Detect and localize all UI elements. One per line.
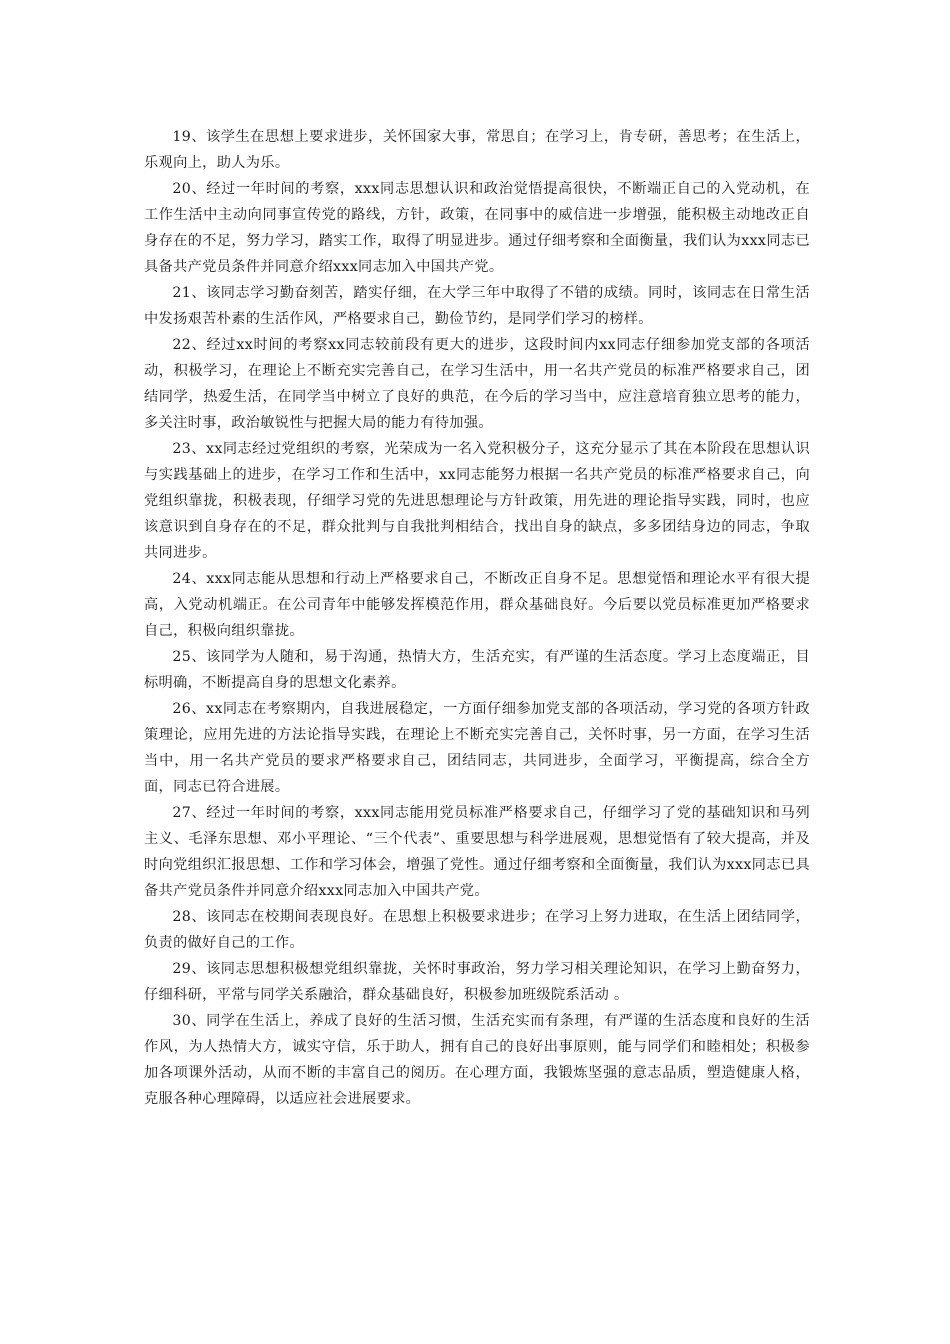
- paragraph-26: 26、xx同志在考察期内，自我进展稳定，一方面仔细参加党支部的各项活动，学习党的各项方针政策理论，应用先进的方法论指导实践，在理论上不断充实完善自己，关怀时事，另一方面，在学习生活当中，用一名共产党员的要求严格要求自己，团结同志，共同进步，全面学习，平衡提高，综合全方面，同志已符合进展。: [144, 701, 810, 795]
- paragraph-29: 29、该同志思想积极想党组织靠拢，关怀时事政治，努力学习相关理论知识，在学习上勤奋努力，仔细科研，平常与同学关系融洽，群众基础良好，积极参加班级院系活动 。: [144, 961, 810, 1003]
- paragraph-30: 30、同学在生活上，养成了良好的生活习惯，生活充实而有条理，有严谨的生活态度和良好的生活作风，为人热情大方，诚实守信，乐于助人，拥有自己的良好出事原则，能与同学们和睦相处；积极参加各项课外活动，从而不断的丰富自己的阅历。在心理方面，我锻炼坚强的意志品质，塑造健康人格，克服各种心理障碍，以适应社会进展要求。: [144, 1013, 810, 1107]
- paragraph-27: 27、经过一年时间的考察，xxx同志能用党员标准严格要求自己，仔细学习了党的基础知识和马列主义、毛泽东思想、邓小平理论、“三个代表”、重要思想与科学进展观，思想觉悟有了较大提高，并及时向党组织汇报思想、工作和学习体会，增强了党性。通过仔细考察和全面衡量，我们认为xxx同志已具备共产党员条件并同意介绍xxx同志加入中国共产党。: [144, 805, 810, 899]
- document-body: [144, 124, 810, 1112]
- paragraph-25: 25、该同学为人随和，易于沟通，热情大方，生活充实，有严谨的生活态度。学习上态度端正，目标明确，不断提高自身的思想文化素养。: [144, 649, 810, 691]
- paragraph-24: 24、xxx同志能从思想和行动上严格要求自己，不断改正自身不足。思想觉悟和理论水平有很大提高，入党动机端正。在公司青年中能够发挥模范作用，群众基础良好。今后要以党员标准更加严格要求自己，积极向组织靠拢。: [144, 571, 810, 639]
- paragraph-28: 28、该同志在校期间表现良好。在思想上积极要求进步；在学习上努力进取，在生活上团结同学，负责的做好自己的工作。: [144, 909, 810, 951]
- paragraph-22: 22、经过xx时间的考察xx同志较前段有更大的进步，这段时间内xx同志仔细参加党支部的各项活动，积极学习，在理论上不断充实完善自己，在学习生活中，用一名共产党员的标准严格要求自己，团结同学，热爱生活，在同学当中树立了良好的典范，在今后的学习当中，应注意培育独立思考的能力，多关注时事，政治敏锐性与把握大局的能力有待加强。: [144, 337, 810, 431]
- paragraph-19: 19、该学生在思想上要求进步，关怀国家大事，常思自；在学习上，肯专研，善思考；在生活上，乐观向上，助人为乐。: [144, 129, 810, 171]
- paragraph-21: 21、该同志学习勤奋刻苦，踏实仔细，在大学三年中取得了不错的成绩。同时，该同志在日常生活中发扬艰苦朴素的生活作风，严格要求自己，勤俭节约，是同学们学习的榜样。: [144, 285, 810, 327]
- paragraph-20: 20、经过一年时间的考察，xxx同志思想认识和政治觉悟提高很快，不断端正自己的入党动机，在工作生活中主动向同事宣传党的路线，方针，政策，在同事中的威信进一步增强，能积极主动地改正自身存在的不足，努力学习，踏实工作，取得了明显进步。通过仔细考察和全面衡量，我们认为xxx同志已具备共产党员条件并同意介绍xxx同志加入中国共产党。: [144, 181, 810, 275]
- paragraph-23: 23、xx同志经过党组织的考察，光荣成为一名入党积极分子，这充分显示了其在本阶段在思想认识与实践基础上的进步，在学习工作和生活中，xx同志能努力根据一名共产党员的标准严格要求自己，向党组织靠拢，积极表现，仔细学习党的先进思想理论与方针政策，用先进的理论指导实践，同时，也应该意识到自身存在的不足，群众批判与自我批判相结合，找出自身的缺点，多多团结身边的同志，争取共同进步。: [144, 441, 810, 561]
